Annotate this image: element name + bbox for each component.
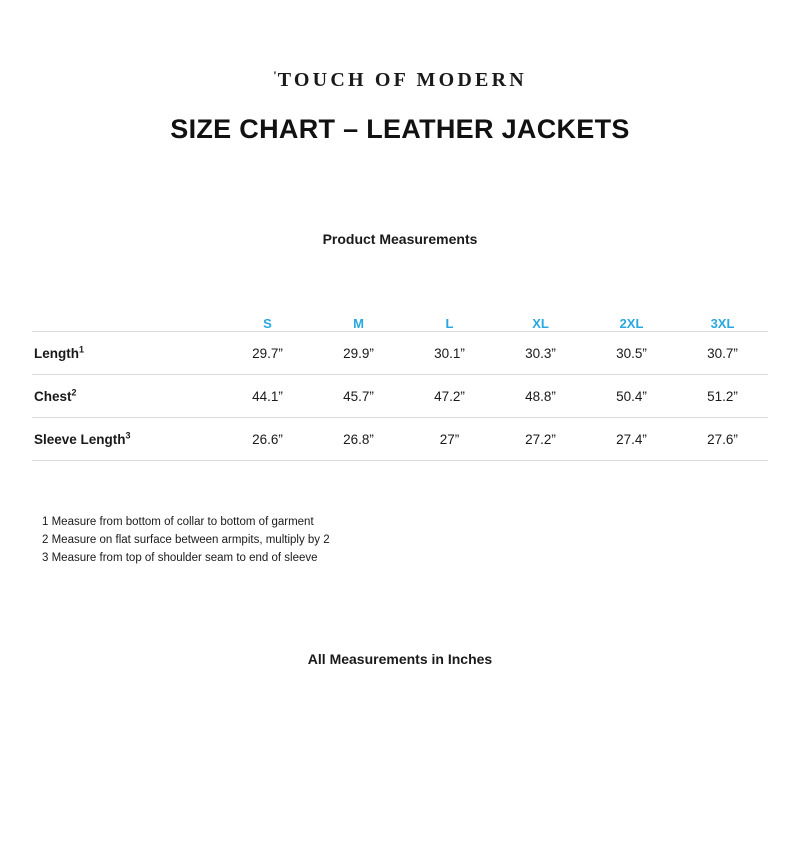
row-label-sleeve-length-text: Sleeve Length: [34, 431, 126, 447]
brand-logo: [0, 68, 800, 92]
cell-length-l: 30.1”: [404, 332, 495, 375]
cell-chest-m: 45.7”: [313, 375, 404, 418]
cell-length-2xl: 30.5”: [586, 332, 677, 375]
row-label-sleeve-length: [32, 418, 222, 461]
cell-sleeve-l: 27”: [404, 418, 495, 461]
cell-length-xl: 30.3”: [495, 332, 586, 375]
column-header-measurement: [32, 297, 222, 332]
footer-note: All Measurements in Inches: [307, 651, 493, 667]
column-header-s: S: [263, 316, 272, 331]
cell-sleeve-s: 26.6”: [222, 418, 313, 461]
cell-length-3xl: 30.7”: [677, 332, 768, 375]
footnotes: [0, 513, 800, 567]
cell-chest-s: 44.1”: [222, 375, 313, 418]
cell-length-s: 29.7”: [222, 332, 313, 375]
cell-sleeve-2xl: 27.4”: [586, 418, 677, 461]
table-header-row: [32, 297, 768, 332]
column-header-3xl: 3XL: [710, 316, 735, 331]
cell-sleeve-m: 26.8”: [313, 418, 404, 461]
measurements-table-container: [0, 297, 800, 461]
cell-chest-3xl: 51.2”: [677, 375, 768, 418]
size-chart-page: [0, 68, 800, 868]
row-label-chest: [32, 375, 222, 418]
row-label-chest-text: Chest: [34, 388, 72, 404]
row-label-sleeve-length-footnote: 3: [125, 430, 131, 440]
column-header-2xl: 2XL: [619, 316, 644, 331]
cell-chest-l: 47.2”: [404, 375, 495, 418]
section-heading: Product Measurements: [322, 231, 478, 247]
row-label-chest-footnote: 2: [71, 387, 77, 397]
row-label-length-footnote: 1: [79, 344, 85, 354]
cell-sleeve-3xl: 27.6”: [677, 418, 768, 461]
column-header-xl: XL: [532, 316, 549, 331]
measurements-table: [32, 297, 768, 461]
cell-length-m: 29.9”: [313, 332, 404, 375]
row-label-length: [32, 332, 222, 375]
footnote-2: 2 Measure on flat surface between armpits, multiply by 2: [42, 534, 330, 546]
table-row: [32, 332, 768, 375]
table-row: [32, 375, 768, 418]
footnote-1: 1 Measure from bottom of collar to bottom of garment: [42, 516, 314, 528]
column-header-m: M: [353, 316, 364, 331]
cell-chest-xl: 48.8”: [495, 375, 586, 418]
cell-chest-2xl: 50.4”: [586, 375, 677, 418]
table-row: [32, 418, 768, 461]
column-header-l: L: [445, 316, 454, 331]
footnote-3: 3 Measure from top of shoulder seam to end of sleeve: [42, 552, 318, 564]
row-label-length-text: Length: [34, 345, 79, 361]
cell-sleeve-xl: 27.2”: [495, 418, 586, 461]
brand-name: TOUCH OF MODERN: [277, 69, 527, 91]
brand-tick-mark: ': [273, 68, 277, 83]
page-title: SIZE CHART – LEATHER JACKETS: [170, 114, 630, 144]
